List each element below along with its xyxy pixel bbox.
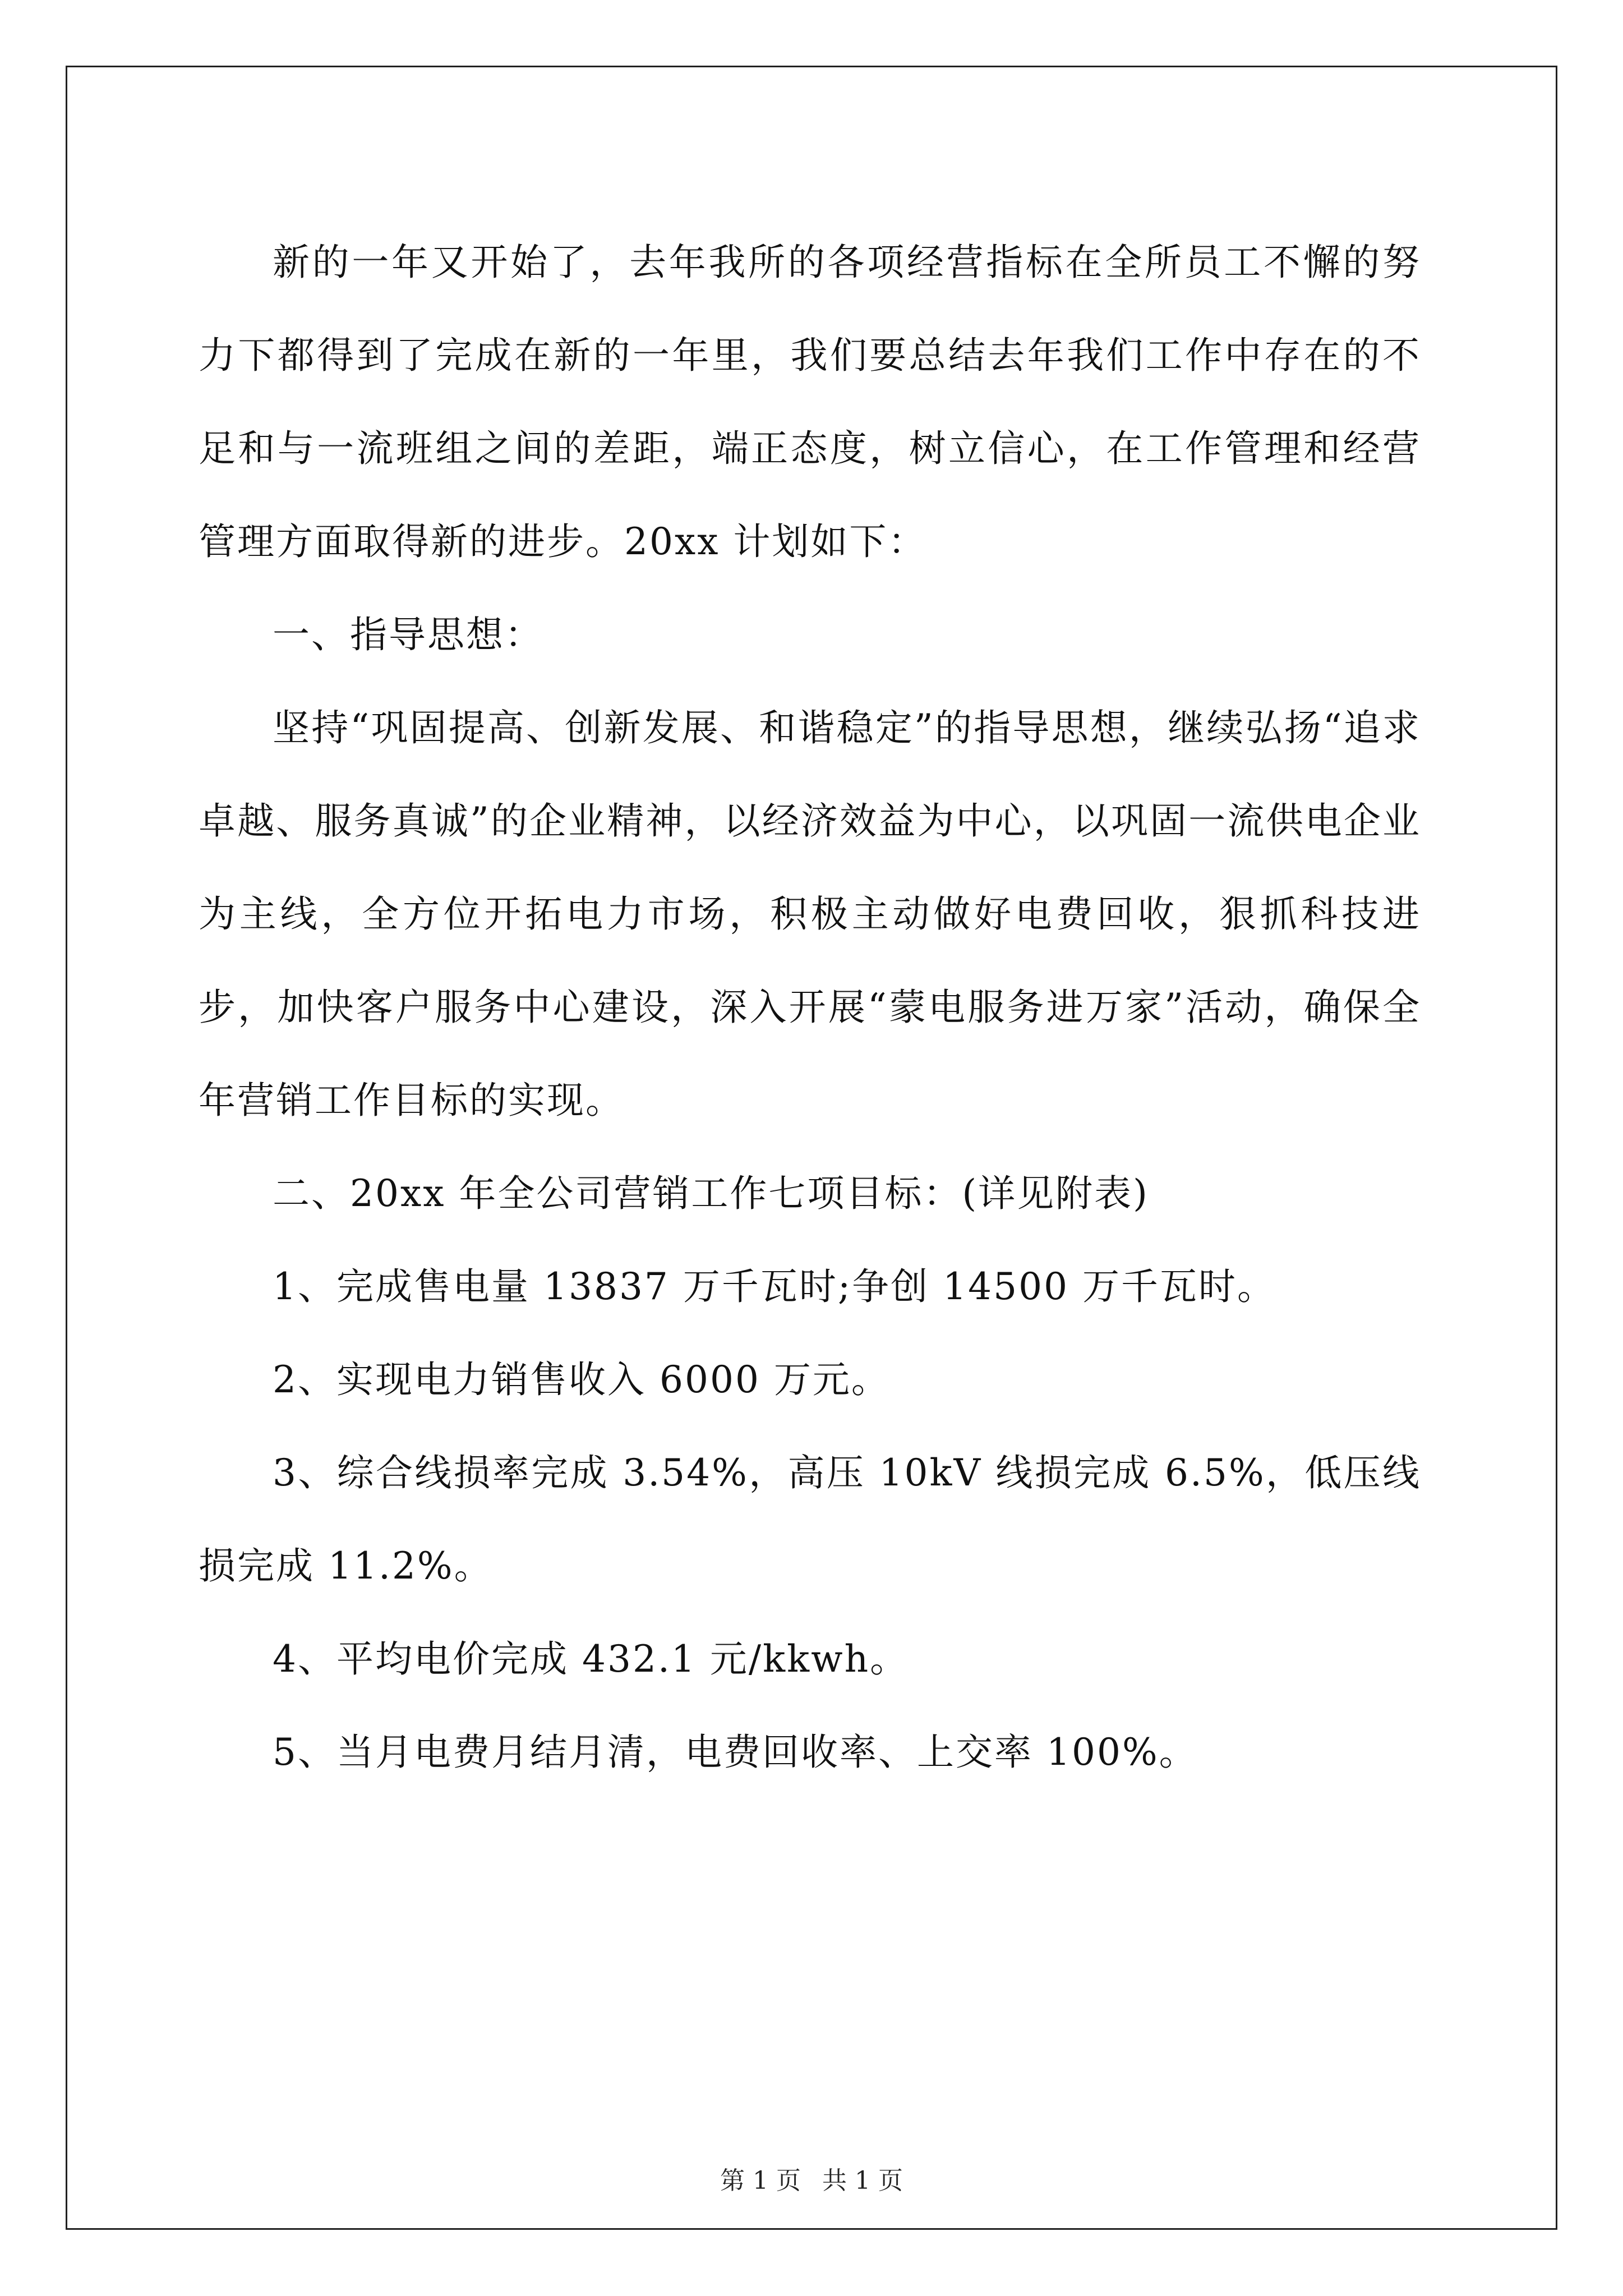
list-item-goal-3: 3、综合线损率完成 3.54%，高压 10kV 线损完成 6.5%，低压线损完成 11.2%。: [199, 1451, 1421, 1588]
list-item-goal-2: 2、实现电力销售收入 6000 万元。: [273, 1358, 890, 1401]
list-item-goal-4: 4、平均电价完成 432.1 元/kkwh。: [273, 1637, 909, 1681]
list-item-goal-5: 5、当月电费月结月清，电费回收率、上交率 100%。: [273, 1731, 1198, 1774]
heading-seven-goals: 二、20xx 年全公司营销工作七项目标：(详见附表): [273, 1172, 1149, 1215]
page-footer: [0, 2164, 1623, 2198]
paragraph-intro: 新的一年又开始了，去年我所的各项经营指标在全所员工不懈的努力下都得到了完成在新的一年里，我们要总结去年我们工作中存在的不足和与一流班组之间的差距，端正态度，树立信心，在工作管理和经营管理方面取得新的进步。20xx 计划如下：: [199, 241, 1421, 563]
page-number-total: 共 1 页: [822, 2166, 903, 2195]
list-item-goal-1: 1、完成售电量 13837 万千瓦时;争创 14500 万千瓦时。: [273, 1265, 1276, 1308]
heading-guiding-ideology: 一、指导思想：: [273, 613, 543, 656]
page-number-current: 第 1 页: [720, 2166, 801, 2195]
document-body: [199, 216, 1421, 1799]
paragraph-guiding-ideology: 坚持“巩固提高、创新发展、和谐稳定”的指导思想，继续弘扬“追求卓越、服务真诚”的企业精神，以经济效益为中心，以巩固一流供电企业为主线，全方位开拓电力市场，积极主动做好电费回收，狠抓科技进步，加快客户服务中心建设，深入开展“蒙电服务进万家”活动，确保全年营销工作目标的实现。: [199, 706, 1421, 1122]
